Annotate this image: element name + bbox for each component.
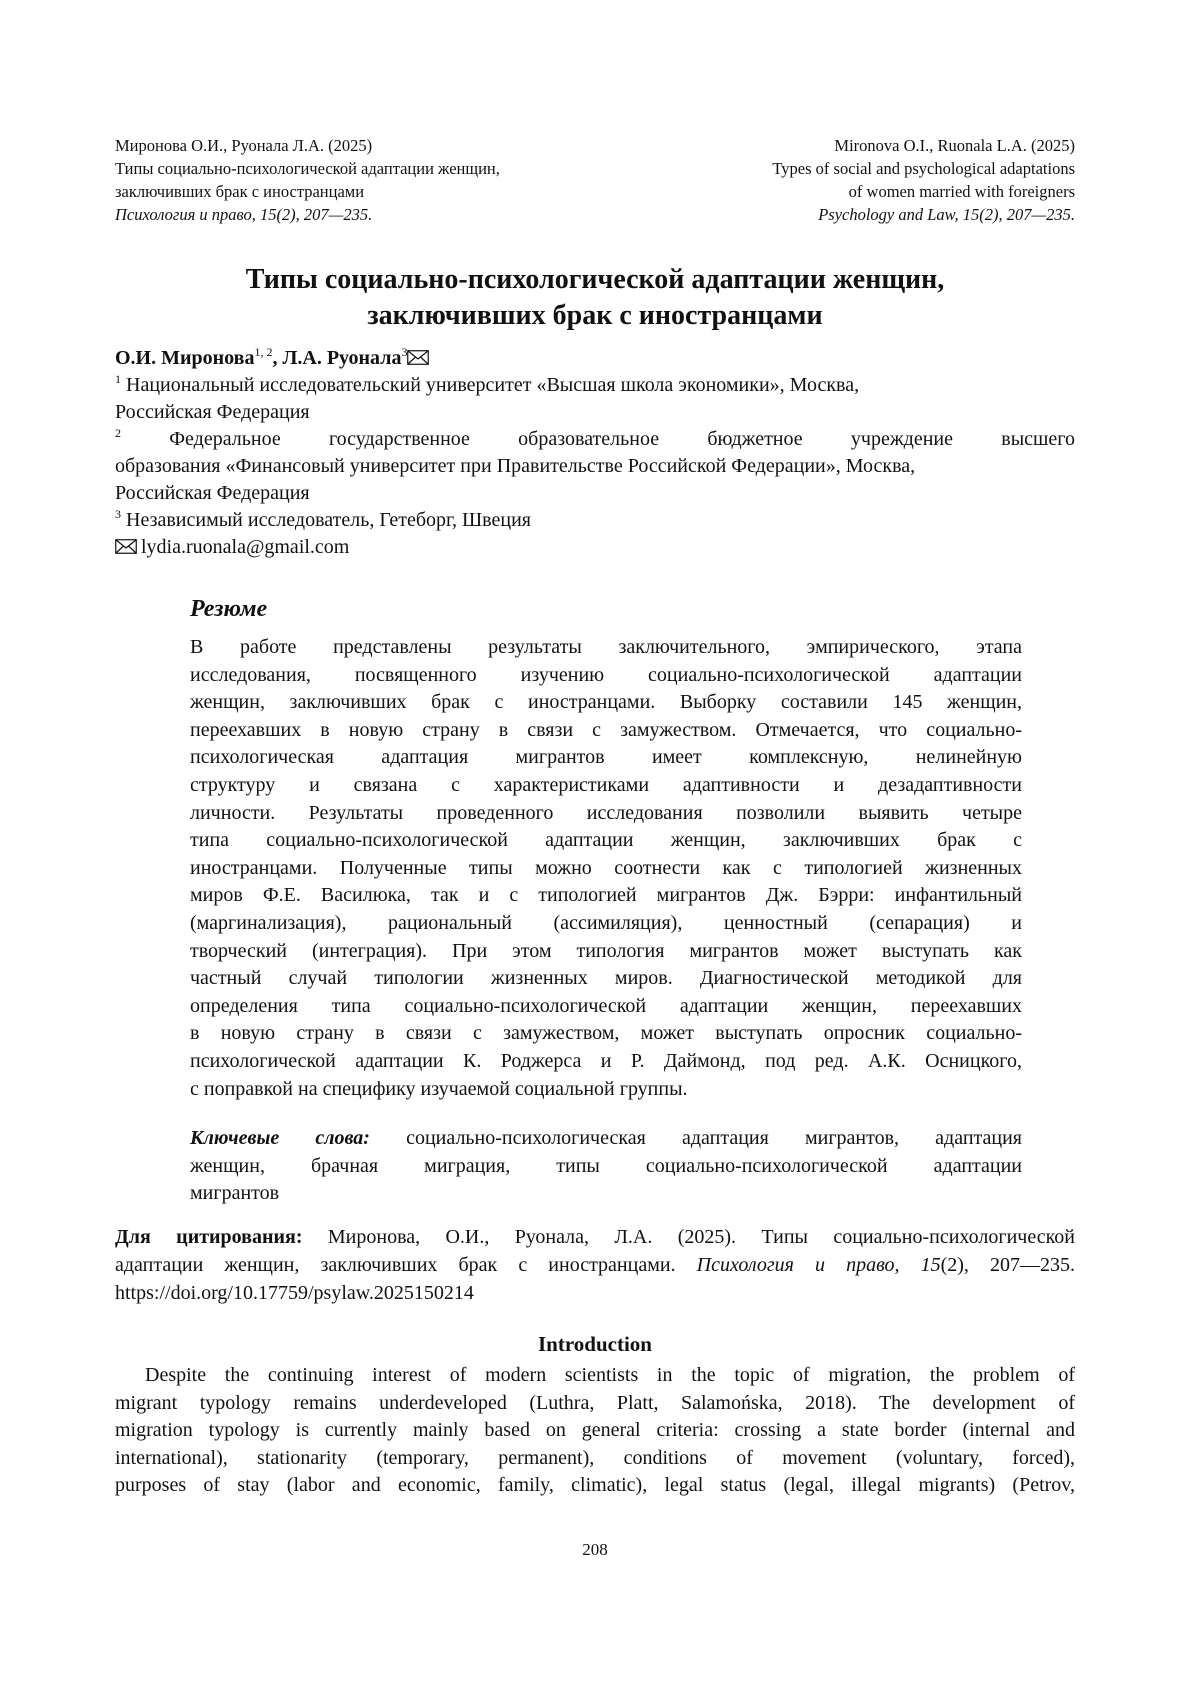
keywords-section [190,1125,1022,1208]
keywords-line-3: мигрантов [190,1182,280,1205]
abstract-line: в новую страну в связи с замужеством, может выступать опросник социально- [190,1022,1022,1045]
running-head-english [555,134,1075,226]
citation-label: Для цитирования: [115,1226,303,1248]
affiliation-2-number: 2 [115,426,121,440]
rh-left-line-1: Миронова О.И., Руонала Л.А. (2025) [115,136,373,155]
citation-doi-link[interactable]: https://doi.org/10.17759/psylaw.2025150214 [115,1282,474,1304]
introduction-heading: Introduction [538,1332,652,1356]
abstract-line: исследования, посвященного изучению социально-психологической адаптации [190,663,1022,686]
abstract-line: В работе представлены результаты заключительного, эмпирического, этапа [190,636,1022,658]
rh-left-line-3: заключивших брак с иностранцами [115,182,365,201]
abstract-section [190,594,1022,1103]
keywords-line-1: Ключевые слова: социально-психологическая адаптация мигрантов, адаптация [190,1127,1022,1149]
citation-block [115,1223,1075,1307]
abstract-heading: Резюме [190,596,268,622]
title-line-2: заключивших брак с иностранцами [367,300,823,331]
author-2-affiliation: 3 [401,345,408,359]
rh-right-line-1: Mironova O.I., Ruonala L.A. (2025) [834,136,1075,155]
abstract-line: с поправкой на специфику изучаемой социальной группы. [190,1077,688,1100]
rh-right-line-4: Psychology and Law, 15(2), 207—235. [818,205,1075,224]
author-list [115,345,1075,372]
abstract-line: психологическая адаптация мигрантов имеет комплексную, нелинейную [190,746,1022,769]
affiliation-1-country: Российская Федерация [115,401,310,423]
affiliation-1-number: 1 [115,372,121,386]
contact-email [115,534,1075,561]
abstract-line: типа социально-психологической адаптации женщин, заключивших брак с [190,829,1022,852]
envelope-icon [115,539,137,554]
abstract-text [190,634,1022,1103]
page-number: 208 [582,1540,608,1559]
affiliation-1: $^1$ Национальный исследовательский университет «Высшая школа экономики», Москва, [115,372,860,396]
affiliation-3-number: 3 [115,507,121,521]
abstract-line: творческий (интеграция). При этом типология мигрантов может выступать как [190,939,1022,962]
abstract-line: иностранцами. Полученные типы можно соотнести как с типологией жизненных [190,856,1022,879]
introduction-text [115,1362,1075,1500]
intro-line: migration typology is currently mainly based on general criteria: crossing a state border (internal and [115,1419,1075,1442]
author-separator: , [272,347,283,369]
abstract-line: женщин, заключивших брак с иностранцами. Выборку составили 145 женщин, [190,691,1022,714]
keywords-line-2: женщин, брачная миграция, типы социально-психологической адаптации [190,1154,1022,1177]
rh-right-line-2: Types of social and psychological adaptations [772,159,1075,178]
author-1: О.И. Миронова [115,347,255,369]
email-address[interactable]: lydia.ruonala@gmail.com [141,536,350,558]
keywords-label: Ключевые слова: [190,1127,370,1149]
affiliation-2-line-2: образования «Финансовый университет при Правительстве Российской Федерации», Москва, [115,455,916,477]
citation-line-2: адаптации женщин, заключивших брак с иностранцами. Психология и право, 15(2), 207—235. [115,1254,1075,1276]
intro-line: purposes of stay (labor and economic, family, climatic), legal status (legal, illegal migrants) (Petrov, [115,1474,1075,1497]
intro-line: Despite the continuing interest of modern scientists in the topic of migration, the problem of [145,1364,1075,1386]
abstract-line: определения типа социально-психологической адаптации женщин, переехавших [190,994,1022,1017]
rh-left-line-4: Психология и право, 15(2), 207—235. [115,205,373,224]
author-2: Л.А. Руонала [282,347,402,369]
affiliation-2-country: Российская Федерация [115,482,310,504]
authors-block [115,345,1075,561]
affiliation-3: $^3$ Независимый исследователь, Гетеборг, Швеция [115,507,531,531]
abstract-line: (маргинализация), рациональный (ассимиляция), ценностный (сепарация) и [190,911,1022,934]
abstract-line: структуру и связана с характеристиками адаптивности и дезадаптивности [190,773,1022,796]
abstract-line: личности. Результаты проведенного исследования позволили выявить четыре [190,801,1022,824]
abstract-line: миров Ф.Е. Василюка, так и с типологией мигрантов Дж. Бэрри: инфантильный [190,884,1022,907]
citation-line-1: Для цитирования: Миронова, О.И., Руонала, Л.А. (2025). Типы социально-психологической [115,1226,1075,1248]
title-line-1: Типы социально-психологической адаптации женщин, [245,264,945,295]
intro-line: migrant typology remains underdeveloped (Luthra, Platt, Salamońska, 2018). The development of [115,1391,1075,1414]
affiliation-2: $^2$ Федеральное государственное образовательное бюджетное учреждение высшего [115,426,1075,450]
envelope-icon [407,350,429,365]
citation-journal: Психология и право, 15 [696,1254,941,1276]
abstract-line: переехавших в новую страну в связи с замужеством. Отмечается, что социально- [190,718,1022,741]
intro-line: international), stationarity (temporary, permanent), conditions of movement (voluntary, forced), [115,1446,1075,1469]
abstract-line: частный случай типологии жизненных миров. Диагностической методикой для [190,967,1022,990]
paper-title [115,262,1075,334]
author-1-affiliation: 1, 2 [254,345,273,359]
rh-left-line-2: Типы социально-психологической адаптации женщин, [115,159,500,178]
rh-right-line-3: of women married with foreigners [848,182,1075,201]
abstract-line: психологической адаптации К. Роджерса и Р. Даймонд, под ред. А.К. Осницкого, [190,1049,1022,1072]
